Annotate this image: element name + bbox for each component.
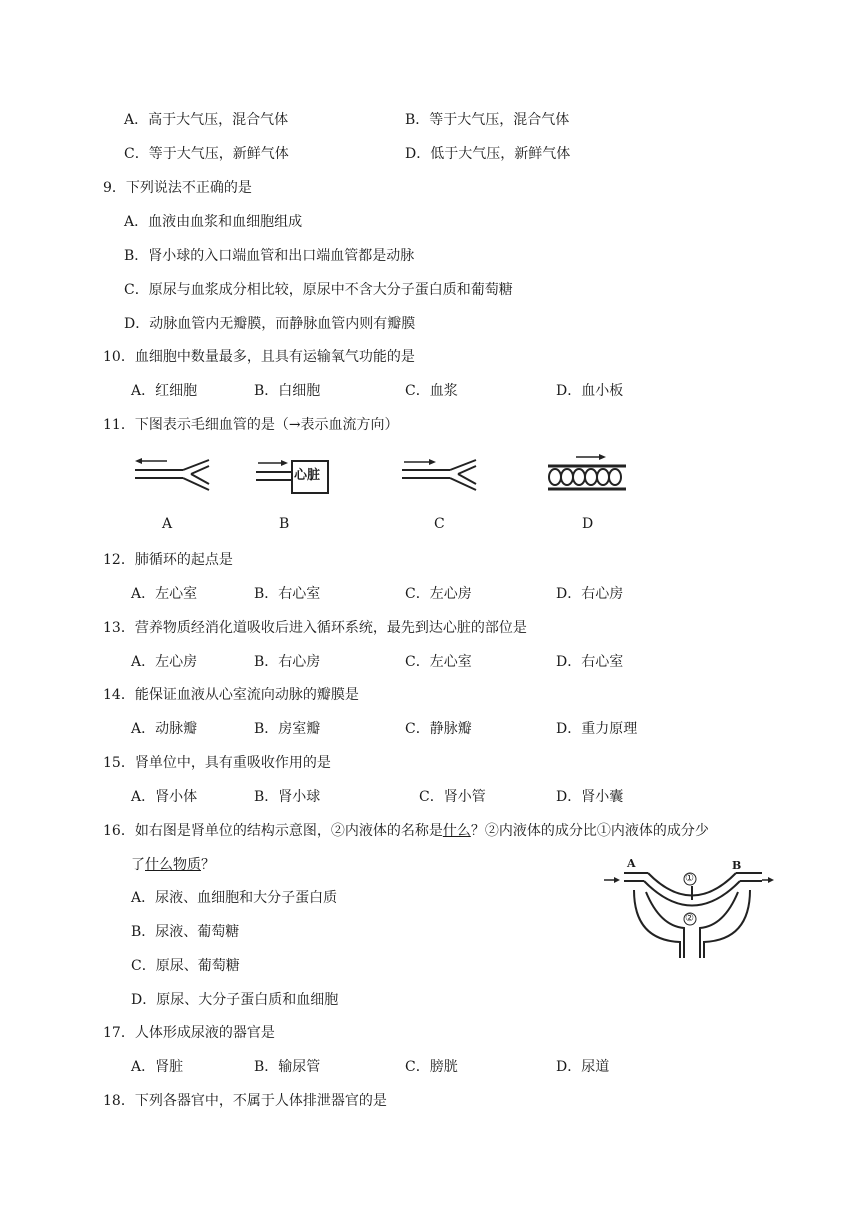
q8-option-d: D．低于大气压，新鲜气体 [405,146,571,162]
q18-stem: 18．下列各器官中，不属于人体排泄器官的是 [103,1093,387,1109]
q8-option-c: C．等于大气压，新鲜气体 [124,146,289,162]
q17-option-a: A．肾脏 [131,1059,184,1075]
figure-label-b: B [279,516,290,532]
nephron-label-b: B [732,859,742,872]
q14-option-c: C．静脉瓣 [405,721,472,737]
q10-option-d: D．血小板 [556,383,624,399]
q15-option-d: D．肾小囊 [556,789,624,805]
vessel-figure-c [400,458,480,498]
q10-stem: 10．血细胞中数量最多，且具有运输氧气功能的是 [103,349,415,365]
q14-option-b: B．房室瓣 [254,721,321,737]
q8-option-b: B．等于大气压，混合气体 [405,112,570,128]
q9-option-d: D．动脉血管内无瓣膜，而静脉血管内则有瓣膜 [124,316,416,332]
nephron-marker-1: ① [685,873,694,884]
q8-option-a: A．高于大气压，混合气体 [124,112,289,128]
q15-option-a: A．肾小体 [131,789,198,805]
q9-option-a: A．血液由血浆和血细胞组成 [124,214,303,230]
nephron-diagram [604,856,776,958]
q16-option-a: A．尿液、血细胞和大分子蛋白质 [131,890,338,906]
q16-stem-line2: 了什么物质？ [131,857,215,873]
heart-label: 心脏 [294,468,321,483]
q12-option-b: B．右心室 [254,586,321,602]
q13-stem: 13．营养物质经消化道吸收后进入循环系统，最先到达心脏的部位是 [103,620,527,636]
q10-option-c: C．血浆 [405,383,458,399]
q13-option-c: C．左心室 [405,654,472,670]
capillary-figure-d [546,453,630,497]
q10-option-a: A．红细胞 [131,383,198,399]
q12-option-c: C．左心房 [405,586,472,602]
q17-option-d: D．尿道 [556,1059,610,1075]
q12-stem: 12．肺循环的起点是 [103,552,233,568]
q10-option-b: B．白细胞 [254,383,321,399]
figure-label-a: A [162,516,173,532]
q17-option-b: B．输尿管 [254,1059,321,1075]
vessel-figure-a [133,458,213,498]
nephron-label-a: A [627,857,636,870]
q11-stem: 11．下图表示毛细血管的是（→表示血流方向） [103,417,399,433]
figure-label-d: D [582,516,594,532]
q9-option-b: B．肾小球的入口端血管和出口端血管都是动脉 [124,248,415,264]
q14-option-d: D．重力原理 [556,721,638,737]
figure-label-c: C [434,516,445,532]
q15-option-b: B．肾小球 [254,789,321,805]
q17-stem: 17．人体形成尿液的器官是 [103,1025,275,1041]
q17-option-c: C．膀胱 [405,1059,458,1075]
q14-option-a: A．动脉瓣 [131,721,198,737]
q9-option-c: C．原尿与血浆成分相比较，原尿中不含大分子蛋白质和葡萄糖 [124,282,513,298]
q13-option-a: A．左心房 [131,654,198,670]
q16-option-c: C．原尿、葡萄糖 [131,958,240,974]
q16-option-d: D．原尿、大分子蛋白质和血细胞 [131,992,339,1008]
q13-option-b: B．右心房 [254,654,321,670]
q14-stem: 14．能保证血液从心室流向动脉的瓣膜是 [103,687,359,703]
q12-option-a: A．左心室 [131,586,198,602]
q13-option-d: D．右心室 [556,654,624,670]
q9-stem: 9．下列说法不正确的是 [103,180,252,196]
nephron-marker-2: ② [685,913,694,924]
q16-option-b: B．尿液、葡萄糖 [131,924,240,940]
q15-option-c: C．肾小管 [419,789,486,805]
q15-stem: 15．肾单位中，具有重吸收作用的是 [103,755,331,771]
q16-stem-line1: 16．如右图是肾单位的结构示意图，②内液体的名称是什么？②内液体的成分比①内液体的成分少 [103,823,709,839]
q12-option-d: D．右心房 [556,586,624,602]
